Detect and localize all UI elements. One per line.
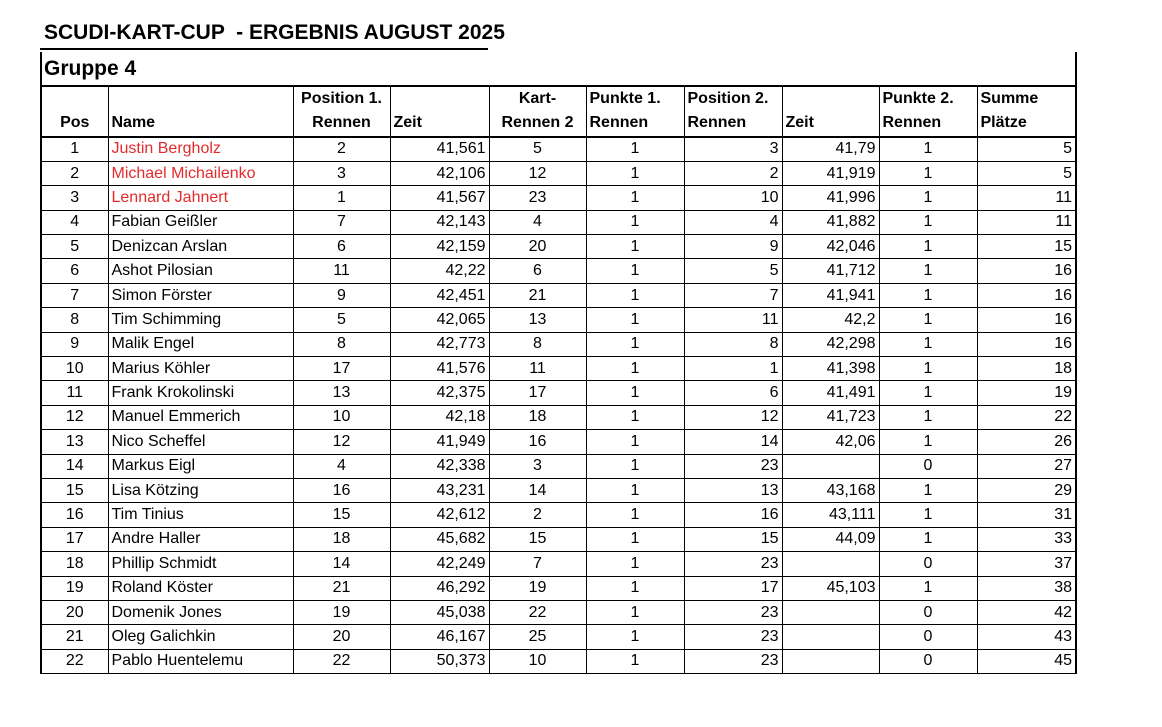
cell-position-2: 13 <box>684 478 782 502</box>
cell-zeit-2: 42,06 <box>782 430 879 454</box>
cell-punkte-2: 0 <box>879 600 977 624</box>
header-zeit-1: Zeit <box>390 86 489 137</box>
cell-punkte-2: 1 <box>879 478 977 502</box>
cell-punkte-1: 1 <box>586 649 684 673</box>
table-row <box>41 454 1076 478</box>
cell-summe: 5 <box>977 161 1076 185</box>
cell-kart: 4 <box>489 210 586 234</box>
cell-punkte-2: 1 <box>879 405 977 429</box>
cell-kart: 22 <box>489 600 586 624</box>
cell-position-2: 23 <box>684 649 782 673</box>
cell-position-2: 23 <box>684 454 782 478</box>
cell-name: Malik Engel <box>108 332 293 356</box>
cell-zeit-2 <box>782 454 879 478</box>
cell-zeit-2: 43,111 <box>782 503 879 527</box>
cell-punkte-1: 1 <box>586 210 684 234</box>
cell-position-1: 3 <box>293 161 390 185</box>
cell-punkte-1: 1 <box>586 576 684 600</box>
cell-zeit-1: 42,249 <box>390 552 489 576</box>
cell-kart: 12 <box>489 161 586 185</box>
cell-zeit-2: 41,941 <box>782 283 879 307</box>
cell-position-2: 16 <box>684 503 782 527</box>
header-pos: Pos <box>41 86 108 137</box>
cell-summe: 27 <box>977 454 1076 478</box>
cell-punkte-1: 1 <box>586 454 684 478</box>
cell-kart: 3 <box>489 454 586 478</box>
cell-zeit-1: 42,22 <box>390 259 489 283</box>
cell-name: Frank Krokolinski <box>108 381 293 405</box>
cell-position-2: 10 <box>684 186 782 210</box>
cell-position-2: 2 <box>684 161 782 185</box>
cell-zeit-1: 45,038 <box>390 600 489 624</box>
cell-position-1: 19 <box>293 600 390 624</box>
cell-zeit-2 <box>782 600 879 624</box>
cell-zeit-2: 41,398 <box>782 357 879 381</box>
cell-zeit-1: 46,167 <box>390 625 489 649</box>
cell-summe: 16 <box>977 283 1076 307</box>
header-kart: Kart- Rennen 2 <box>489 86 586 137</box>
cell-name: Fabian Geißler <box>108 210 293 234</box>
cell-punkte-1: 1 <box>586 600 684 624</box>
cell-zeit-2: 41,723 <box>782 405 879 429</box>
cell-zeit-2: 41,79 <box>782 137 879 161</box>
cell-zeit-2: 45,103 <box>782 576 879 600</box>
cell-name: Roland Köster <box>108 576 293 600</box>
results-table <box>40 85 1077 674</box>
cell-position-2: 23 <box>684 600 782 624</box>
cell-punkte-2: 1 <box>879 357 977 381</box>
cell-pos: 7 <box>41 283 108 307</box>
cell-pos: 15 <box>41 478 108 502</box>
table-row <box>41 625 1076 649</box>
cell-punkte-2: 0 <box>879 552 977 576</box>
table-row <box>41 332 1076 356</box>
cell-name: Marius Köhler <box>108 357 293 381</box>
cell-summe: 16 <box>977 259 1076 283</box>
cell-zeit-1: 41,561 <box>390 137 489 161</box>
cell-zeit-2 <box>782 649 879 673</box>
cell-punkte-1: 1 <box>586 283 684 307</box>
cell-punkte-1: 1 <box>586 357 684 381</box>
cell-position-1: 7 <box>293 210 390 234</box>
cell-summe: 38 <box>977 576 1076 600</box>
cell-punkte-2: 1 <box>879 430 977 454</box>
cell-name: Denizcan Arslan <box>108 235 293 259</box>
header-zeit-2: Zeit <box>782 86 879 137</box>
cell-name: Domenik Jones <box>108 600 293 624</box>
table-row <box>41 186 1076 210</box>
cell-zeit-2: 42,298 <box>782 332 879 356</box>
cell-kart: 7 <box>489 552 586 576</box>
cell-summe: 15 <box>977 235 1076 259</box>
cell-kart: 5 <box>489 137 586 161</box>
header-name: Name <box>108 86 293 137</box>
table-row <box>41 235 1076 259</box>
cell-punkte-1: 1 <box>586 405 684 429</box>
cell-summe: 18 <box>977 357 1076 381</box>
cell-position-2: 6 <box>684 381 782 405</box>
table-row <box>41 600 1076 624</box>
cell-position-2: 1 <box>684 357 782 381</box>
cell-kart: 10 <box>489 649 586 673</box>
cell-punkte-1: 1 <box>586 161 684 185</box>
cell-position-1: 18 <box>293 527 390 551</box>
cell-position-1: 10 <box>293 405 390 429</box>
cell-summe: 19 <box>977 381 1076 405</box>
header-position-2: Position 2. Rennen <box>684 86 782 137</box>
cell-pos: 18 <box>41 552 108 576</box>
cell-position-1: 2 <box>293 137 390 161</box>
cell-punkte-2: 0 <box>879 625 977 649</box>
cell-position-2: 12 <box>684 405 782 429</box>
cell-punkte-2: 1 <box>879 576 977 600</box>
cell-position-1: 21 <box>293 576 390 600</box>
cell-summe: 45 <box>977 649 1076 673</box>
cell-punkte-1: 1 <box>586 235 684 259</box>
cell-punkte-2: 1 <box>879 283 977 307</box>
cell-zeit-2: 41,491 <box>782 381 879 405</box>
cell-zeit-2: 42,2 <box>782 308 879 332</box>
table-row <box>41 478 1076 502</box>
cell-kart: 6 <box>489 259 586 283</box>
cell-pos: 9 <box>41 332 108 356</box>
cell-punkte-2: 1 <box>879 381 977 405</box>
cell-summe: 26 <box>977 430 1076 454</box>
group-title: Gruppe 4 <box>40 52 1077 86</box>
cell-zeit-2 <box>782 625 879 649</box>
table-row <box>41 210 1076 234</box>
cell-name: Manuel Emmerich <box>108 405 293 429</box>
cell-punkte-2: 1 <box>879 186 977 210</box>
cell-name: Tim Schimming <box>108 308 293 332</box>
cell-summe: 37 <box>977 552 1076 576</box>
cell-name: Andre Haller <box>108 527 293 551</box>
cell-kart: 16 <box>489 430 586 454</box>
cell-zeit-1: 41,949 <box>390 430 489 454</box>
cell-zeit-2: 43,168 <box>782 478 879 502</box>
header-position-1: Position 1. Rennen <box>293 86 390 137</box>
cell-zeit-1: 50,373 <box>390 649 489 673</box>
cell-zeit-1: 42,159 <box>390 235 489 259</box>
header-summe: Summe Plätze <box>977 86 1076 137</box>
table-row <box>41 137 1076 161</box>
cell-punkte-1: 1 <box>586 478 684 502</box>
cell-position-1: 1 <box>293 186 390 210</box>
cell-pos: 21 <box>41 625 108 649</box>
cell-punkte-2: 1 <box>879 527 977 551</box>
cell-pos: 16 <box>41 503 108 527</box>
cell-pos: 8 <box>41 308 108 332</box>
cell-zeit-2: 44,09 <box>782 527 879 551</box>
cell-kart: 13 <box>489 308 586 332</box>
cell-zeit-2 <box>782 552 879 576</box>
cell-name: Phillip Schmidt <box>108 552 293 576</box>
cell-zeit-2: 42,046 <box>782 235 879 259</box>
cell-name: Ashot Pilosian <box>108 259 293 283</box>
cell-name: Markus Eigl <box>108 454 293 478</box>
table-row <box>41 576 1076 600</box>
cell-zeit-1: 42,375 <box>390 381 489 405</box>
cell-summe: 16 <box>977 332 1076 356</box>
cell-punkte-2: 0 <box>879 454 977 478</box>
cell-zeit-1: 42,18 <box>390 405 489 429</box>
cell-position-2: 23 <box>684 552 782 576</box>
cell-position-2: 3 <box>684 137 782 161</box>
cell-punkte-1: 1 <box>586 308 684 332</box>
cell-kart: 20 <box>489 235 586 259</box>
cell-pos: 22 <box>41 649 108 673</box>
cell-punkte-2: 1 <box>879 137 977 161</box>
header-punkte-1: Punkte 1. Rennen <box>586 86 684 137</box>
cell-position-1: 6 <box>293 235 390 259</box>
table-row <box>41 649 1076 673</box>
table-row <box>41 430 1076 454</box>
cell-punkte-1: 1 <box>586 137 684 161</box>
cell-kart: 14 <box>489 478 586 502</box>
cell-position-1: 12 <box>293 430 390 454</box>
cell-punkte-2: 0 <box>879 649 977 673</box>
cell-name: Oleg Galichkin <box>108 625 293 649</box>
cell-pos: 6 <box>41 259 108 283</box>
cell-zeit-1: 42,451 <box>390 283 489 307</box>
cell-punkte-1: 1 <box>586 332 684 356</box>
results-body <box>41 137 1076 674</box>
cell-summe: 5 <box>977 137 1076 161</box>
cell-position-1: 14 <box>293 552 390 576</box>
cell-zeit-1: 42,106 <box>390 161 489 185</box>
cell-punkte-1: 1 <box>586 430 684 454</box>
cell-zeit-1: 43,231 <box>390 478 489 502</box>
cell-position-2: 4 <box>684 210 782 234</box>
cell-position-2: 11 <box>684 308 782 332</box>
cell-pos: 17 <box>41 527 108 551</box>
cell-zeit-1: 42,338 <box>390 454 489 478</box>
cell-summe: 33 <box>977 527 1076 551</box>
cell-pos: 11 <box>41 381 108 405</box>
cell-punkte-1: 1 <box>586 552 684 576</box>
table-row <box>41 259 1076 283</box>
cell-zeit-1: 42,773 <box>390 332 489 356</box>
cell-position-2: 5 <box>684 259 782 283</box>
table-row <box>41 405 1076 429</box>
cell-kart: 23 <box>489 186 586 210</box>
cell-zeit-2: 41,919 <box>782 161 879 185</box>
cell-pos: 13 <box>41 430 108 454</box>
cell-pos: 1 <box>41 137 108 161</box>
cell-pos: 12 <box>41 405 108 429</box>
cell-zeit-1: 41,576 <box>390 357 489 381</box>
cell-position-1: 17 <box>293 357 390 381</box>
cell-pos: 4 <box>41 210 108 234</box>
cell-summe: 29 <box>977 478 1076 502</box>
cell-pos: 2 <box>41 161 108 185</box>
cell-kart: 19 <box>489 576 586 600</box>
table-row <box>41 283 1076 307</box>
cell-punkte-2: 1 <box>879 210 977 234</box>
cell-name: Pablo Huentelemu <box>108 649 293 673</box>
cell-zeit-1: 42,612 <box>390 503 489 527</box>
cell-punkte-2: 1 <box>879 161 977 185</box>
cell-zeit-1: 45,682 <box>390 527 489 551</box>
table-header-row <box>41 86 1076 137</box>
cell-position-1: 13 <box>293 381 390 405</box>
cell-punkte-2: 1 <box>879 308 977 332</box>
cell-summe: 42 <box>977 600 1076 624</box>
cell-punkte-1: 1 <box>586 625 684 649</box>
cell-zeit-1: 46,292 <box>390 576 489 600</box>
cell-punkte-2: 1 <box>879 259 977 283</box>
cell-position-2: 15 <box>684 527 782 551</box>
table-row <box>41 357 1076 381</box>
cell-pos: 3 <box>41 186 108 210</box>
cell-zeit-1: 42,065 <box>390 308 489 332</box>
cell-name: Lennard Jahnert <box>108 186 293 210</box>
cell-pos: 19 <box>41 576 108 600</box>
cell-zeit-1: 42,143 <box>390 210 489 234</box>
cell-position-2: 17 <box>684 576 782 600</box>
cell-name: Nico Scheffel <box>108 430 293 454</box>
cell-kart: 25 <box>489 625 586 649</box>
cell-punkte-2: 1 <box>879 235 977 259</box>
cell-position-1: 9 <box>293 283 390 307</box>
table-row <box>41 503 1076 527</box>
cell-summe: 16 <box>977 308 1076 332</box>
cell-position-2: 8 <box>684 332 782 356</box>
cell-zeit-2: 41,712 <box>782 259 879 283</box>
cell-punkte-1: 1 <box>586 527 684 551</box>
cell-summe: 22 <box>977 405 1076 429</box>
cell-summe: 31 <box>977 503 1076 527</box>
cell-position-1: 5 <box>293 308 390 332</box>
cell-position-1: 15 <box>293 503 390 527</box>
cell-punkte-1: 1 <box>586 381 684 405</box>
cell-zeit-2: 41,882 <box>782 210 879 234</box>
table-row <box>41 161 1076 185</box>
cell-position-2: 14 <box>684 430 782 454</box>
cell-summe: 43 <box>977 625 1076 649</box>
cell-position-1: 11 <box>293 259 390 283</box>
cell-name: Michael Michailenko <box>108 161 293 185</box>
page-title: SCUDI-KART-CUP - ERGEBNIS AUGUST 2025 <box>40 20 488 50</box>
cell-zeit-2: 41,996 <box>782 186 879 210</box>
cell-position-2: 9 <box>684 235 782 259</box>
cell-name: Tim Tinius <box>108 503 293 527</box>
cell-punkte-1: 1 <box>586 259 684 283</box>
table-row <box>41 381 1076 405</box>
header-punkte-2: Punkte 2. Rennen <box>879 86 977 137</box>
cell-name: Justin Bergholz <box>108 137 293 161</box>
cell-kart: 21 <box>489 283 586 307</box>
cell-kart: 2 <box>489 503 586 527</box>
cell-punkte-2: 1 <box>879 332 977 356</box>
cell-summe: 11 <box>977 186 1076 210</box>
table-row <box>41 308 1076 332</box>
cell-summe: 11 <box>977 210 1076 234</box>
table-row <box>41 527 1076 551</box>
cell-position-2: 7 <box>684 283 782 307</box>
cell-position-1: 16 <box>293 478 390 502</box>
cell-punkte-1: 1 <box>586 186 684 210</box>
cell-kart: 8 <box>489 332 586 356</box>
cell-zeit-1: 41,567 <box>390 186 489 210</box>
cell-kart: 11 <box>489 357 586 381</box>
cell-position-1: 22 <box>293 649 390 673</box>
cell-kart: 15 <box>489 527 586 551</box>
cell-pos: 20 <box>41 600 108 624</box>
cell-kart: 17 <box>489 381 586 405</box>
cell-punkte-1: 1 <box>586 503 684 527</box>
cell-punkte-2: 1 <box>879 503 977 527</box>
cell-position-1: 4 <box>293 454 390 478</box>
cell-pos: 14 <box>41 454 108 478</box>
cell-name: Simon Förster <box>108 283 293 307</box>
cell-position-2: 23 <box>684 625 782 649</box>
table-row <box>41 552 1076 576</box>
cell-position-1: 8 <box>293 332 390 356</box>
cell-pos: 5 <box>41 235 108 259</box>
cell-name: Lisa Kötzing <box>108 478 293 502</box>
cell-pos: 10 <box>41 357 108 381</box>
cell-kart: 18 <box>489 405 586 429</box>
cell-position-1: 20 <box>293 625 390 649</box>
